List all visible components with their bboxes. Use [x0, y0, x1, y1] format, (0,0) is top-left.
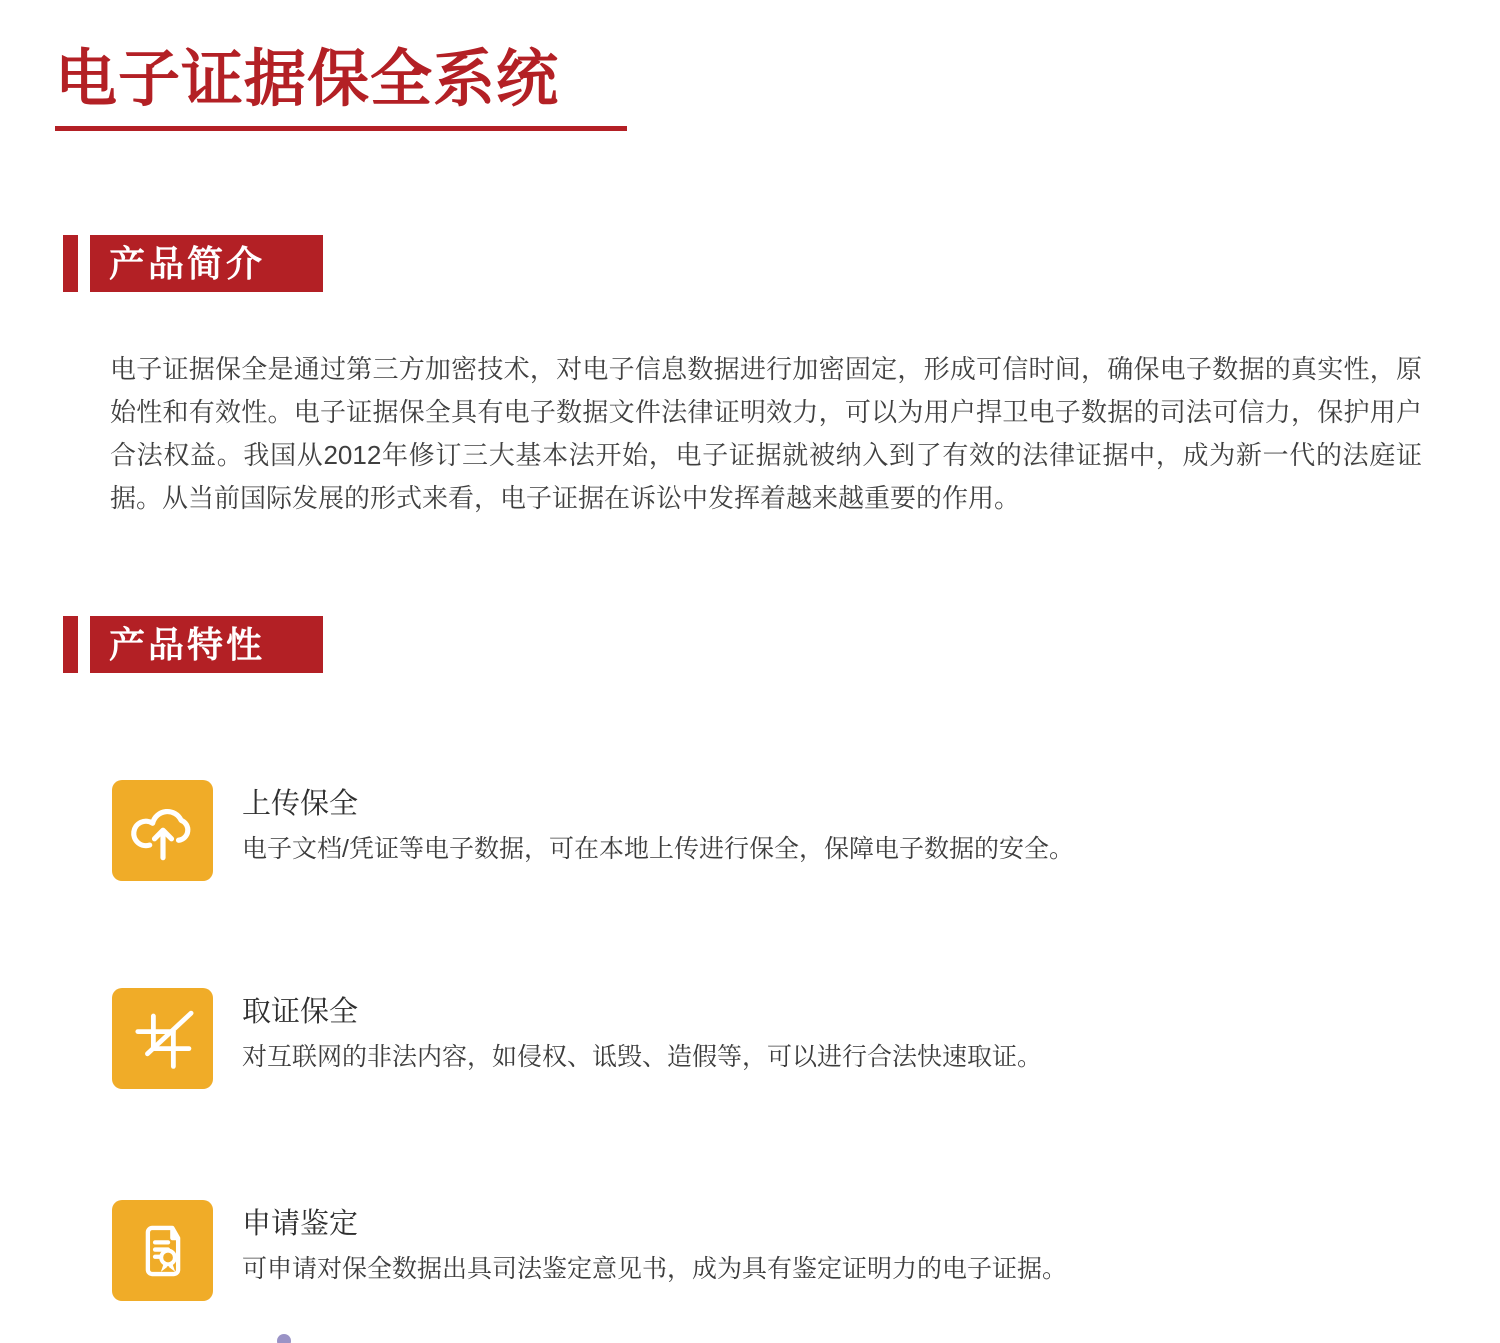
- feature-description: 对互联网的非法内容，如侵权、诋毁、造假等，可以进行合法快速取证。: [242, 1043, 1043, 1071]
- feature-title: 申请鉴定: [242, 1208, 359, 1240]
- feature-appraisal: [112, 1200, 1392, 1301]
- feature-title: 上传保全: [242, 788, 359, 820]
- next-section-dot: [277, 1334, 291, 1343]
- certificate-icon: [112, 1200, 213, 1301]
- features-section-heading: [63, 616, 323, 673]
- features-heading-label: 产品特性: [90, 616, 323, 673]
- feature-capture-text: [242, 988, 1392, 1074]
- cloud-upload-icon: [112, 780, 213, 881]
- feature-upload: [112, 780, 1392, 881]
- crop-icon: [112, 988, 213, 1089]
- intro-section-heading: [63, 235, 323, 292]
- feature-upload-text: [242, 780, 1392, 866]
- intro-heading-label: 产品简介: [90, 235, 323, 292]
- title-underline: [55, 126, 627, 131]
- feature-appraisal-text: [242, 1200, 1392, 1286]
- page-title: 电子证据保全系统: [55, 45, 560, 114]
- intro-paragraph: 电子证据保全是通过第三方加密技术，对电子信息数据进行加密固定，形成可信时间，确保电子数据的真实性，原始性和有效性。电子证据保全具有电子数据文件法律证明效力，可以为用户捍卫电子数据的司法可信力，保护用户合法权益。我国从2012年修订三大基本法开始，电子证据就被纳入到了有效的法律证据中，成为新一代的法庭证据。从当前国际发展的形式来看，电子证据在诉讼中发挥着越来越重要的作用。: [110, 354, 1422, 513]
- heading-accent-bar: [63, 616, 78, 673]
- feature-description: 电子文档/凭证等电子数据，可在本地上传进行保全，保障电子数据的安全。: [242, 835, 1074, 863]
- feature-capture: [112, 988, 1392, 1089]
- feature-title: 取证保全: [242, 996, 359, 1028]
- heading-accent-bar: [63, 235, 78, 292]
- feature-description: 可申请对保全数据出具司法鉴定意见书，成为具有鉴定证明力的电子证据。: [242, 1255, 1068, 1283]
